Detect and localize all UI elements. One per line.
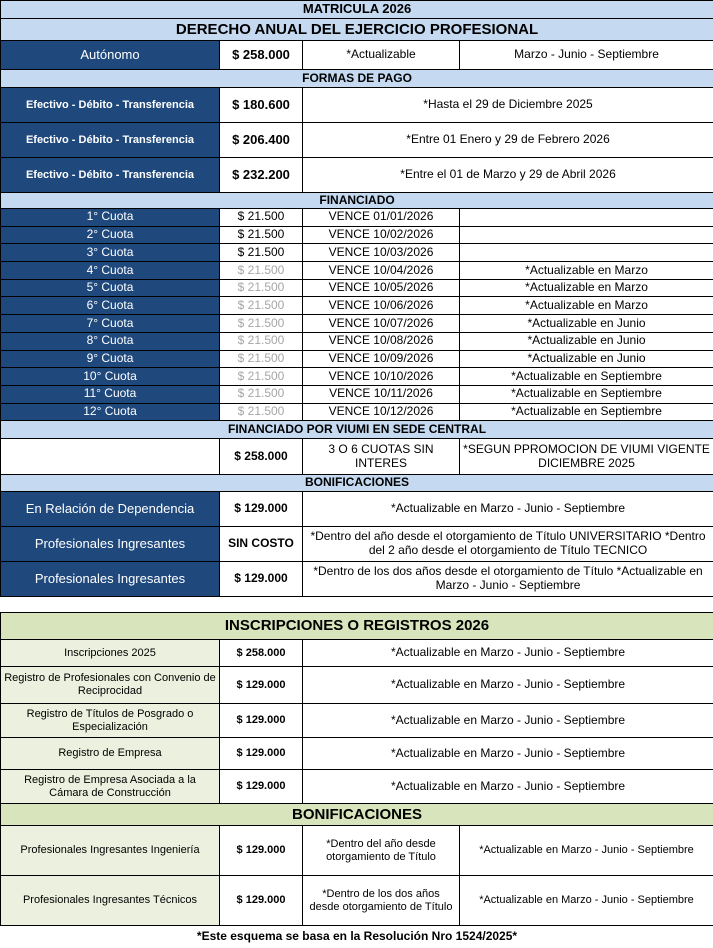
payment-price: $ 232.200	[220, 158, 303, 193]
cuota-vence: VENCE 10/06/2026	[303, 297, 460, 315]
inscripcion-bonificacion-label: Profesionales Ingresantes Ingeniería	[1, 826, 220, 876]
cuota-row	[1, 350, 713, 368]
cuota-price: $ 21.500	[220, 244, 303, 262]
inscripcion-bonificacion-label: Profesionales Ingresantes Técnicos	[1, 876, 220, 926]
cuota-label: 2° Cuota	[1, 226, 220, 244]
autonomo-note: *Actualizable	[303, 41, 460, 70]
cuota-note: *Actualizable en Septiembre	[460, 403, 713, 421]
inscripcion-row	[1, 704, 713, 738]
cuota-price: $ 21.500	[220, 297, 303, 315]
financiado-header: FINANCIADO	[1, 193, 713, 209]
cuota-label: 6° Cuota	[1, 297, 220, 315]
cuota-row	[1, 315, 713, 333]
cuota-label: 5° Cuota	[1, 279, 220, 297]
cuota-price: $ 21.500	[220, 279, 303, 297]
inscripcion-bonificacion-note: *Actualizable en Marzo - Junio - Septiembre	[460, 826, 713, 876]
footer-note: *Este esquema se basa en la Resolución Nro 1524/2025*	[1, 926, 713, 948]
cuota-vence: VENCE 10/03/2026	[303, 244, 460, 262]
payment-deadline-note: *Hasta el 29 de Diciembre 2025	[303, 88, 713, 123]
bonificacion-price: SIN COSTO	[220, 527, 303, 562]
payment-deadline-note: *Entre 01 Enero y 29 de Febrero 2026	[303, 123, 713, 158]
cuota-note: *Actualizable en Marzo	[460, 262, 713, 280]
cuota-price: $ 21.500	[220, 385, 303, 403]
payment-price: $ 180.600	[220, 88, 303, 123]
cuota-note: *Actualizable en Marzo	[460, 297, 713, 315]
cuota-row	[1, 403, 713, 421]
inscripcion-bonificacion-condition: *Dentro de los dos años desde otorgamiento de Título	[303, 876, 460, 926]
cuota-price: $ 21.500	[220, 332, 303, 350]
cuota-label: 8° Cuota	[1, 332, 220, 350]
inscripcion-row	[1, 738, 713, 770]
inscripciones-bonificaciones-header: BONIFICACIONES	[1, 804, 713, 826]
bonificacion-price: $ 129.000	[220, 562, 303, 597]
inscripcion-price: $ 129.000	[220, 704, 303, 738]
inscripciones-title: INSCRIPCIONES O REGISTROS 2026	[1, 613, 713, 640]
cuota-note: *Actualizable en Marzo	[460, 279, 713, 297]
inscripcion-bonificacion-price: $ 129.000	[220, 876, 303, 926]
cuota-vence: VENCE 10/08/2026	[303, 332, 460, 350]
cuota-note: *Actualizable en Junio	[460, 350, 713, 368]
cuota-label: 12° Cuota	[1, 403, 220, 421]
inscripcion-label: Registro de Empresa Asociada a la Cámara de Construcción	[1, 770, 220, 804]
cuota-note	[460, 209, 713, 227]
cuota-price: $ 21.500	[220, 209, 303, 227]
cuota-row	[1, 244, 713, 262]
inscripciones-table	[0, 612, 713, 948]
bonificaciones-header: BONIFICACIONES	[1, 475, 713, 492]
cuota-row	[1, 385, 713, 403]
cuota-row	[1, 226, 713, 244]
inscripcion-note: *Actualizable en Marzo - Junio - Septiembre	[303, 738, 713, 770]
cuota-price: $ 21.500	[220, 403, 303, 421]
viumi-price: $ 258.000	[220, 439, 303, 475]
cuota-price: $ 21.500	[220, 350, 303, 368]
inscripcion-bonificacion-price: $ 129.000	[220, 826, 303, 876]
inscripcion-label: Registro de Empresa	[1, 738, 220, 770]
cuota-vence: VENCE 10/11/2026	[303, 385, 460, 403]
bonificacion-row	[1, 492, 713, 527]
formas-pago-row	[1, 158, 713, 193]
inscripcion-row	[1, 770, 713, 804]
payment-method-label: Efectivo - Débito - Transferencia	[1, 123, 220, 158]
cuota-label: 9° Cuota	[1, 350, 220, 368]
cuota-vence: VENCE 10/02/2026	[303, 226, 460, 244]
cuota-note	[460, 244, 713, 262]
cuota-note: *Actualizable en Septiembre	[460, 385, 713, 403]
cuota-note: *Actualizable en Junio	[460, 315, 713, 333]
cuota-row	[1, 209, 713, 227]
inscripcion-row	[1, 640, 713, 667]
cuota-label: 1° Cuota	[1, 209, 220, 227]
bonificacion-note: *Dentro de los dos años desde el otorgamiento de Título *Actualizable en Marzo - Junio - Septiembre	[303, 562, 713, 597]
viumi-note: *SEGUN PPROMOCION DE VIUMI VIGENTE DICIEMBRE 2025	[460, 439, 713, 475]
inscripcion-price: $ 129.000	[220, 770, 303, 804]
payment-method-label: Efectivo - Débito - Transferencia	[1, 158, 220, 193]
formas-pago-row	[1, 88, 713, 123]
cuota-vence: VENCE 10/10/2026	[303, 368, 460, 386]
inscripcion-row	[1, 667, 713, 704]
cuota-row	[1, 279, 713, 297]
matricula-title: MATRICULA 2026	[1, 1, 713, 19]
bonificacion-price: $ 129.000	[220, 492, 303, 527]
bonificacion-note: *Actualizable en Marzo - Junio - Septiembre	[303, 492, 713, 527]
cuota-price: $ 21.500	[220, 226, 303, 244]
cuota-label: 7° Cuota	[1, 315, 220, 333]
inscripcion-price: $ 129.000	[220, 667, 303, 704]
cuota-row	[1, 368, 713, 386]
inscripcion-bonificacion-condition: *Dentro del año desde otorgamiento de Título	[303, 826, 460, 876]
cuota-label: 10° Cuota	[1, 368, 220, 386]
bonificacion-label: Profesionales Ingresantes	[1, 562, 220, 597]
autonomo-price: $ 258.000	[220, 41, 303, 70]
bonificacion-label: Profesionales Ingresantes	[1, 527, 220, 562]
cuota-row	[1, 262, 713, 280]
cuota-vence: VENCE 10/12/2026	[303, 403, 460, 421]
cuota-price: $ 21.500	[220, 315, 303, 333]
bonificacion-row	[1, 562, 713, 597]
inscripcion-label: Registro de Títulos de Posgrado o Especialización	[1, 704, 220, 738]
cuota-vence: VENCE 10/09/2026	[303, 350, 460, 368]
cuota-price: $ 21.500	[220, 262, 303, 280]
autonomo-months: Marzo - Junio - Septiembre	[460, 41, 713, 70]
payment-deadline-note: *Entre el 01 de Marzo y 29 de Abril 2026	[303, 158, 713, 193]
inscripcion-price: $ 129.000	[220, 738, 303, 770]
viumi-header: FINANCIADO POR VIUMI EN SEDE CENTRAL	[1, 421, 713, 439]
viumi-cuotas: 3 O 6 CUOTAS SIN INTERES	[303, 439, 460, 475]
cuota-label: 3° Cuota	[1, 244, 220, 262]
formas-pago-row	[1, 123, 713, 158]
bonificacion-label: En Relación de Dependencia	[1, 492, 220, 527]
cuota-vence: VENCE 10/04/2026	[303, 262, 460, 280]
inscripcion-label: Registro de Profesionales con Convenio de Reciprocidad	[1, 667, 220, 704]
cuota-row	[1, 332, 713, 350]
formas-pago-header: FORMAS DE PAGO	[1, 70, 713, 88]
payment-price: $ 206.400	[220, 123, 303, 158]
inscripcion-bonificacion-row	[1, 826, 713, 876]
cuota-row	[1, 297, 713, 315]
autonomo-label: Autónomo	[1, 41, 220, 70]
inscripcion-label: Inscripciones 2025	[1, 640, 220, 667]
cuota-label: 11° Cuota	[1, 385, 220, 403]
inscripcion-note: *Actualizable en Marzo - Junio - Septiembre	[303, 667, 713, 704]
cuota-vence: VENCE 01/01/2026	[303, 209, 460, 227]
cuota-note	[460, 226, 713, 244]
cuota-label: 4° Cuota	[1, 262, 220, 280]
cuota-note: *Actualizable en Septiembre	[460, 368, 713, 386]
bonificacion-note: *Dentro del año desde el otorgamiento de Título UNIVERSITARIO *Dentro del 2 año desde el otorgamiento de Título TECNICO	[303, 527, 713, 562]
inscripcion-note: *Actualizable en Marzo - Junio - Septiembre	[303, 770, 713, 804]
inscripcion-bonificacion-note: *Actualizable en Marzo - Junio - Septiembre	[460, 876, 713, 926]
cuota-vence: VENCE 10/07/2026	[303, 315, 460, 333]
bonificacion-row	[1, 527, 713, 562]
inscripcion-bonificacion-row	[1, 876, 713, 926]
payment-method-label: Efectivo - Débito - Transferencia	[1, 88, 220, 123]
cuota-note: *Actualizable en Junio	[460, 332, 713, 350]
viumi-blank	[1, 439, 220, 475]
cuota-vence: VENCE 10/05/2026	[303, 279, 460, 297]
inscripcion-note: *Actualizable en Marzo - Junio - Septiembre	[303, 704, 713, 738]
inscripcion-price: $ 258.000	[220, 640, 303, 667]
matricula-subtitle: DERECHO ANUAL DEL EJERCICIO PROFESIONAL	[1, 19, 713, 41]
inscripcion-note: *Actualizable en Marzo - Junio - Septiembre	[303, 640, 713, 667]
cuota-price: $ 21.500	[220, 368, 303, 386]
